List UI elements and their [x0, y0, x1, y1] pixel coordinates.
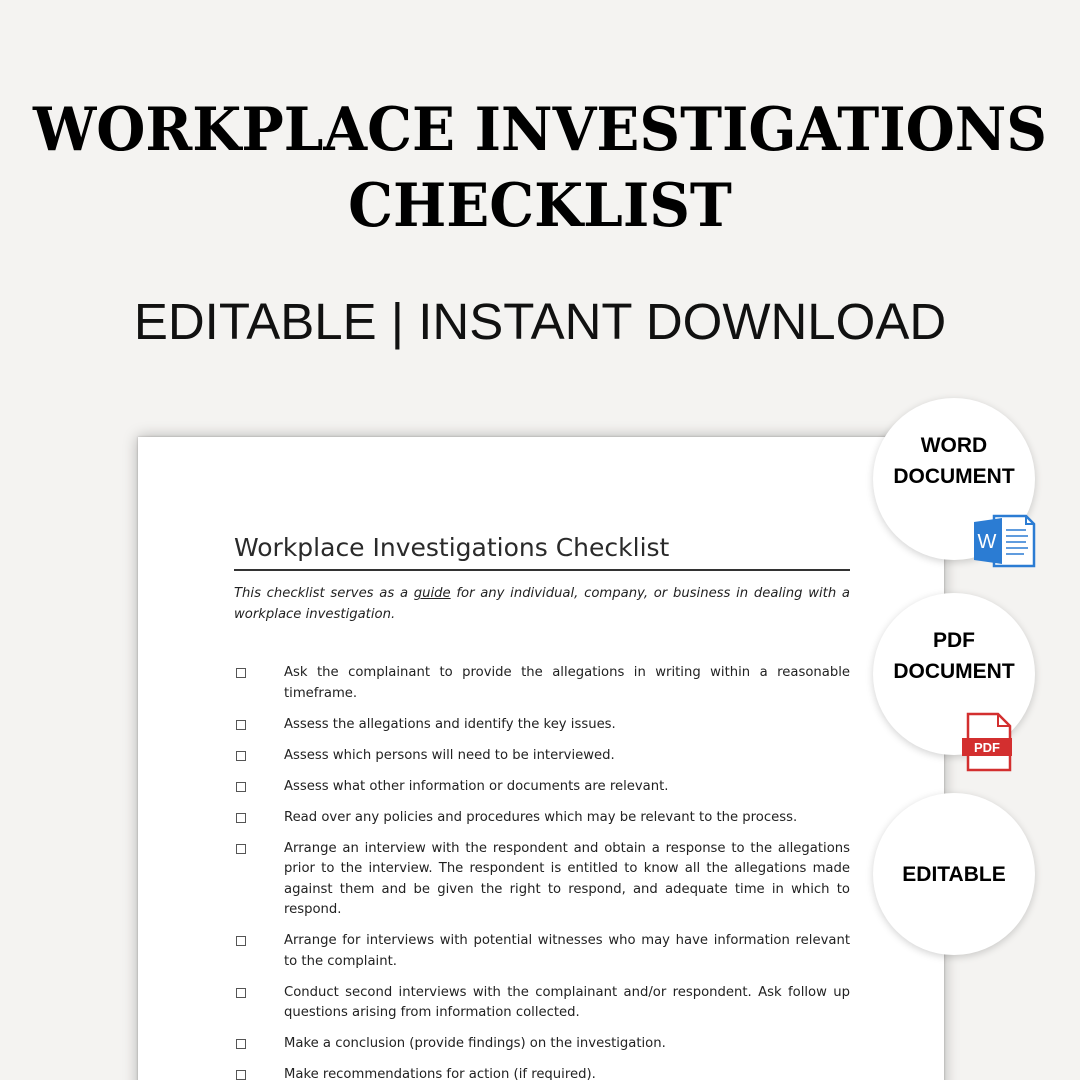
intro-text-start: This checklist serves as a [234, 586, 414, 601]
hero-subtitle: EDITABLE | INSTANT DOWNLOAD [133, 293, 947, 350]
checklist-item-text: Arrange an interview with the respondent and obtain a response to the allegations prior to the interview. The respondent is entitled to know all the allegations made against them and be given the right to respond, and adequate time in which to respond. [284, 840, 850, 917]
checkbox[interactable] [236, 988, 246, 998]
document-intro [234, 583, 850, 625]
intro-text-end: for any individual, company, or business in dealing with a workplace investigation. [234, 586, 850, 622]
editable-badge-label: EDITABLE [902, 862, 1006, 886]
word-badge-label: WORD DOCUMENT [893, 434, 1015, 488]
pdf-file-icon [960, 712, 1016, 772]
title-divider [234, 569, 850, 571]
checklist-item [234, 1065, 850, 1080]
pdf-icon-label: PDF [974, 740, 1000, 755]
checklist-item [234, 777, 850, 798]
checklist-item-text: Make recommendations for action (if required). [284, 1067, 596, 1080]
editable-badge [873, 793, 1035, 955]
checklist-item-text: Assess the allegations and identify the key issues. [284, 716, 616, 732]
checklist-item-text: Ask the complainant to provide the allegations in writing within a reasonable timeframe. [284, 665, 850, 701]
hero-title-line-2: CHECKLIST [348, 171, 732, 241]
checklist-item-text: Read over any policies and procedures which may be relevant to the process. [284, 809, 798, 825]
intro-guide-link: guide [413, 586, 451, 601]
word-file-icon [972, 514, 1036, 568]
checkbox[interactable] [236, 720, 246, 730]
checklist [234, 663, 850, 1080]
document-preview [138, 437, 944, 1080]
checklist-item-text: Arrange for interviews with potential witnesses who may have information relevant to the complaint. [284, 933, 850, 969]
checkbox[interactable] [236, 782, 246, 792]
checklist-item [234, 746, 850, 767]
hero-title-line-1: WORKPLACE INVESTIGATIONS [32, 95, 1048, 165]
checklist-item-text: Assess which persons will need to be interviewed. [284, 747, 615, 763]
checklist-item-text: Conduct second interviews with the complainant and/or respondent. Ask follow up questions arising from information collected. [284, 984, 850, 1020]
checkbox[interactable] [236, 1039, 246, 1049]
checkbox[interactable] [236, 751, 246, 761]
pdf-badge-label: PDF DOCUMENT [893, 629, 1015, 683]
checklist-item [234, 839, 850, 921]
hero-title [32, 92, 1047, 244]
checklist-item [234, 1034, 850, 1055]
checklist-item [234, 715, 850, 736]
checkbox[interactable] [236, 813, 246, 823]
document-title: Workplace Investigations Checklist [234, 533, 670, 562]
checkbox[interactable] [236, 1070, 246, 1080]
word-icon-letter: W [977, 531, 997, 553]
checklist-item-text: Make a conclusion (provide findings) on the investigation. [284, 1036, 666, 1051]
checklist-item [234, 663, 850, 704]
checkbox[interactable] [236, 936, 246, 946]
checkbox[interactable] [236, 668, 246, 678]
checklist-item [234, 931, 850, 972]
checklist-item [234, 808, 850, 829]
checklist-item-text: Assess what other information or documents are relevant. [284, 778, 669, 794]
checkbox[interactable] [236, 844, 246, 854]
checklist-item [234, 983, 850, 1024]
